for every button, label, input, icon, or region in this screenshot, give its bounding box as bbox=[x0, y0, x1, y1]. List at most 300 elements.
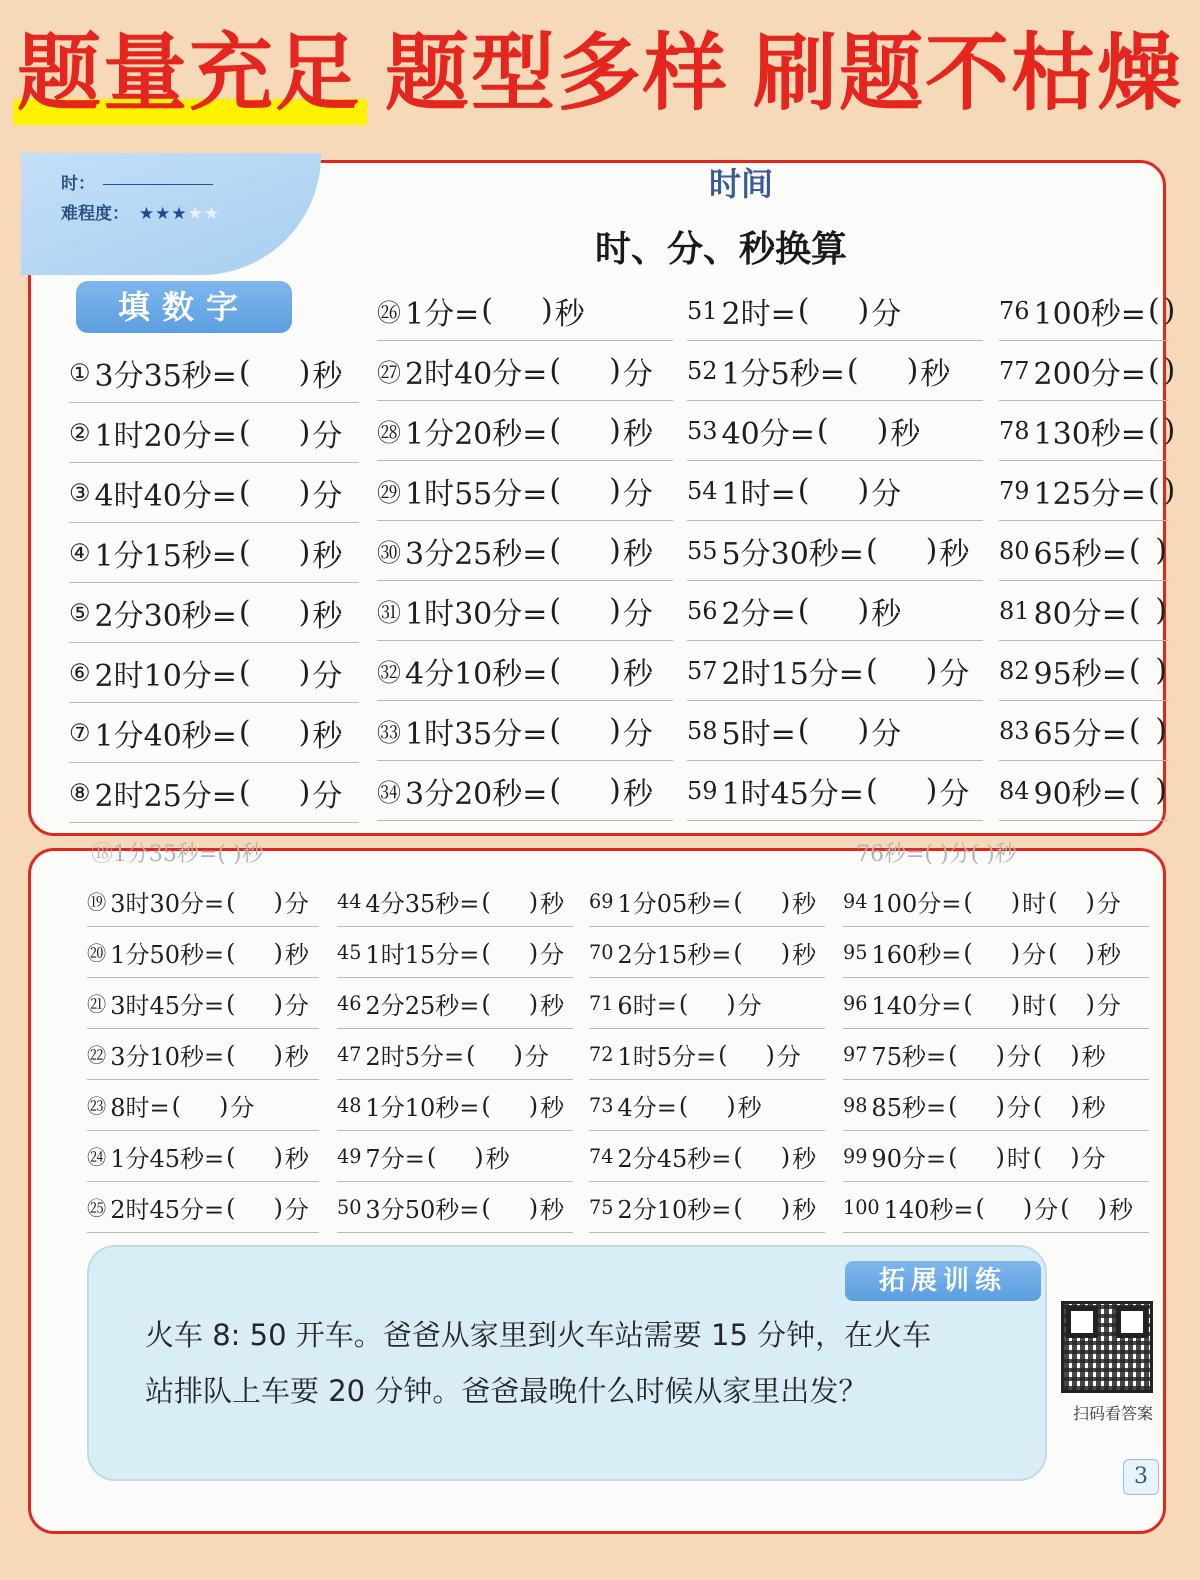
blank-close-paren: ) bbox=[298, 655, 311, 690]
blank-open-paren: ( bbox=[226, 1193, 236, 1222]
problem-unit: 秒 bbox=[540, 1196, 565, 1224]
faded-row bbox=[91, 837, 1131, 867]
problem-expression: 2分15秒= bbox=[617, 941, 732, 969]
star-icon: ★★★ bbox=[138, 204, 188, 224]
problem-number: 83 bbox=[999, 716, 1030, 745]
problem-unit: 分 bbox=[622, 356, 653, 392]
blank-open-paren: ( bbox=[226, 887, 236, 916]
problem-unit: 分 bbox=[312, 658, 343, 694]
problem-item bbox=[377, 701, 673, 761]
problem-number: 73 bbox=[589, 1094, 614, 1117]
problem-unit: 分 bbox=[737, 992, 762, 1020]
blank-close-paren: ) bbox=[1163, 473, 1176, 508]
problem-number: ③ bbox=[69, 478, 91, 507]
blank-close-paren: ) bbox=[780, 887, 791, 916]
problem-expression: 1分5秒= bbox=[721, 356, 845, 392]
problem-unit: 分 bbox=[871, 296, 902, 332]
problem-item bbox=[87, 1081, 319, 1131]
problem-expression: 85秒= bbox=[871, 1094, 947, 1122]
problem-expression: 1分50秒= bbox=[110, 941, 225, 969]
problem-unit: 秒 bbox=[792, 1196, 817, 1224]
blank-open-paren: ( bbox=[238, 475, 251, 510]
problem-number: 48 bbox=[337, 1094, 362, 1117]
problem-number: 71 bbox=[589, 992, 614, 1015]
problem-number: 94 bbox=[843, 890, 868, 913]
blank-open-paren: ( bbox=[226, 938, 236, 967]
problem-unit: 分 bbox=[1034, 1196, 1059, 1224]
blank-open-paren: ( bbox=[975, 1193, 985, 1222]
problem-number: ㉕ bbox=[87, 1197, 107, 1220]
problem-item bbox=[87, 928, 319, 978]
blank-close-paren: ) bbox=[1097, 1193, 1108, 1222]
blank-open-paren: ( bbox=[1128, 593, 1141, 628]
section-badge: 填数字 bbox=[76, 281, 292, 333]
problem-item bbox=[687, 521, 983, 581]
problem-unit: 分 bbox=[871, 476, 902, 512]
headline-phrase-3: 刷题不枯燥 bbox=[753, 24, 1184, 122]
problem-number: 59 bbox=[687, 776, 718, 805]
problem-unit: 分 bbox=[871, 716, 902, 752]
problem-expression: 7分= bbox=[365, 1145, 425, 1173]
problem-item bbox=[337, 979, 573, 1029]
problem-unit-2: 分 bbox=[1096, 992, 1121, 1020]
problem-expression: 3时45分= bbox=[110, 992, 225, 1020]
blank-close-paren: ) bbox=[298, 595, 311, 630]
problem-item bbox=[687, 761, 983, 821]
blank-close-paren: ) bbox=[925, 533, 938, 568]
problem-number: ④ bbox=[69, 538, 91, 567]
problem-expression: 1时20分= bbox=[94, 418, 237, 454]
problem-item bbox=[589, 1183, 825, 1233]
workbook-page-top bbox=[28, 160, 1176, 836]
problem-expression: 1时5分= bbox=[617, 1043, 717, 1071]
problem-item bbox=[69, 343, 359, 403]
problem-number: ㉔ bbox=[87, 1146, 107, 1169]
problem-unit: 分 bbox=[776, 1043, 801, 1071]
blank-open-paren: ( bbox=[733, 938, 743, 967]
problem-unit-2: 分 bbox=[1096, 890, 1121, 918]
problem-item bbox=[843, 1132, 1149, 1182]
problem-number: ㉜ bbox=[377, 659, 401, 687]
star-empty-icon: ★★ bbox=[187, 204, 221, 224]
problem-expression: 2分45秒= bbox=[617, 1145, 732, 1173]
problem-number: 46 bbox=[337, 992, 362, 1015]
problem-item bbox=[87, 1030, 319, 1080]
problem-expression: 2时5分= bbox=[365, 1043, 465, 1071]
extension-box bbox=[87, 1245, 1047, 1481]
lesson-title: 时、分、秒换算 bbox=[594, 228, 847, 270]
problem-item bbox=[843, 979, 1149, 1029]
blank-close-paren: ) bbox=[765, 1040, 775, 1069]
problem-unit: 秒 bbox=[737, 1094, 762, 1122]
problem-item bbox=[687, 401, 983, 461]
blank-close-paren: ) bbox=[925, 773, 938, 808]
blank-open-paren: ( bbox=[865, 773, 878, 808]
problem-item bbox=[69, 583, 359, 643]
blank-close-paren: ) bbox=[925, 653, 938, 688]
problem-number: 44 bbox=[337, 890, 362, 913]
blank-close-paren: ) bbox=[780, 1193, 791, 1222]
problem-number: ㉙ bbox=[377, 479, 401, 507]
problem-item bbox=[999, 281, 1176, 341]
problem-number: 55 bbox=[687, 536, 718, 565]
problem-expression: 140秒= bbox=[883, 1196, 974, 1224]
problem-expression: 1时30分= bbox=[405, 596, 548, 632]
problem-number: 52 bbox=[687, 356, 718, 385]
problem-number: 80 bbox=[999, 536, 1030, 565]
problem-unit: 分 bbox=[1006, 1043, 1031, 1071]
blank-open-paren: ( bbox=[816, 413, 829, 448]
blank-open-paren: ( bbox=[1128, 773, 1141, 808]
blank-open-paren: ( bbox=[549, 473, 562, 508]
problem-item bbox=[69, 463, 359, 523]
problem-item bbox=[589, 1081, 825, 1131]
blank-open-paren: ( bbox=[549, 533, 562, 568]
problem-number: ㉗ bbox=[377, 359, 401, 387]
problem-unit: 分 bbox=[230, 1094, 255, 1122]
blank-close-paren: ) bbox=[298, 475, 311, 510]
problem-unit: 秒 bbox=[554, 296, 585, 332]
problem-number: 84 bbox=[999, 776, 1030, 805]
problem-item bbox=[377, 521, 673, 581]
blank-close-paren: ) bbox=[1155, 653, 1167, 688]
problem-unit: 分 bbox=[939, 776, 970, 812]
blank-open-paren: ( bbox=[963, 938, 973, 967]
problem-unit: 分 bbox=[284, 1196, 309, 1224]
unit-title: 时间 bbox=[708, 165, 773, 203]
problem-number: 75 bbox=[589, 1196, 614, 1219]
blank-open-paren: ( bbox=[797, 293, 810, 328]
blank-open-paren: ( bbox=[1147, 413, 1160, 448]
problem-expression: 3时30分= bbox=[110, 890, 225, 918]
problem-expression: 140分= bbox=[871, 992, 962, 1020]
problem-number: ㉘ bbox=[377, 419, 401, 447]
problem-expression: 4分35秒= bbox=[365, 890, 480, 918]
faded-row-item bbox=[601, 837, 856, 863]
blank-close-paren: ) bbox=[528, 1193, 539, 1222]
problem-expression: 3分10秒= bbox=[110, 1043, 225, 1071]
problem-number: 79 bbox=[999, 476, 1030, 505]
blank-open-paren: ( bbox=[226, 1142, 236, 1171]
problem-expression: 1时45分= bbox=[721, 776, 864, 812]
problem-expression: 1分10秒= bbox=[365, 1094, 480, 1122]
problem-expression: 2时25分= bbox=[94, 778, 237, 814]
problem-unit: 秒 bbox=[622, 776, 653, 812]
blank-close-paren: ) bbox=[273, 989, 283, 1018]
problem-item bbox=[999, 701, 1169, 761]
blank-open-paren: ( bbox=[481, 938, 491, 967]
problem-unit-2: 分 bbox=[1081, 1145, 1106, 1173]
problem-expression: 160秒= bbox=[871, 941, 962, 969]
problem-expression: 4分= bbox=[617, 1094, 677, 1122]
problem-unit-2: 秒 bbox=[1081, 1094, 1106, 1122]
problem-item bbox=[87, 1132, 319, 1182]
problem-number: ㉚ bbox=[377, 539, 401, 567]
blank-close-paren: ) bbox=[906, 353, 919, 388]
problem-item bbox=[69, 763, 359, 823]
blank-open-paren: ( bbox=[1048, 938, 1058, 967]
blank-close-paren: ) bbox=[780, 938, 791, 967]
problem-expression: 1分45秒= bbox=[110, 1145, 225, 1173]
problem-expression: 130秒= bbox=[1033, 416, 1146, 452]
blank-close-paren: ) bbox=[1022, 1193, 1033, 1222]
problem-item bbox=[687, 701, 983, 761]
problem-unit: 分 bbox=[312, 418, 343, 454]
blank-open-paren: ( bbox=[238, 415, 251, 450]
difficulty-stars bbox=[139, 204, 220, 224]
problem-item bbox=[687, 341, 983, 401]
blank-open-paren: ( bbox=[171, 1091, 181, 1120]
blank-close-paren: ) bbox=[1085, 887, 1095, 916]
blank-close-paren: ) bbox=[273, 887, 283, 916]
blank-open-paren: ( bbox=[549, 593, 562, 628]
blank-open-paren: ( bbox=[549, 413, 562, 448]
blank-close-paren: ) bbox=[780, 1142, 791, 1171]
blank-open-paren: ( bbox=[1128, 653, 1141, 688]
blank-open-paren: ( bbox=[1147, 353, 1160, 388]
blank-close-paren: ) bbox=[995, 1040, 1005, 1069]
problem-unit: 秒 bbox=[312, 358, 343, 394]
blank-open-paren: ( bbox=[466, 1040, 476, 1069]
problem-unit: 秒 bbox=[871, 596, 902, 632]
blank-close-paren: ) bbox=[1085, 938, 1095, 967]
problem-unit: 秒 bbox=[920, 356, 951, 392]
problem-number: ⑤ bbox=[69, 598, 91, 627]
problem-item bbox=[337, 1081, 573, 1131]
blank-close-paren: ) bbox=[726, 1091, 736, 1120]
problem-expression: 100秒= bbox=[1033, 296, 1146, 332]
problem-expression: 90分= bbox=[871, 1145, 947, 1173]
blank-open-paren: ( bbox=[481, 1193, 491, 1222]
blank-open-paren: ( bbox=[481, 293, 493, 328]
problem-unit: 秒 bbox=[890, 416, 921, 452]
blank-close-paren: ) bbox=[1155, 773, 1167, 808]
workbook-page-bottom bbox=[28, 842, 1166, 1534]
problem-number: 56 bbox=[687, 596, 718, 625]
headline-phrase-2: 题型多样 bbox=[384, 24, 729, 122]
blank-close-paren: ) bbox=[609, 773, 621, 808]
problem-unit: 时 bbox=[1022, 992, 1047, 1020]
problem-number: 100 bbox=[843, 1196, 880, 1219]
problem-unit: 分 bbox=[540, 941, 565, 969]
blank-close-paren: ) bbox=[1070, 1142, 1080, 1171]
blank-open-paren: ( bbox=[1147, 293, 1160, 328]
blank-open-paren: ( bbox=[426, 1142, 437, 1171]
blank-open-paren: ( bbox=[963, 887, 973, 916]
problem-item bbox=[337, 1030, 573, 1080]
problem-expression: 2时10分= bbox=[94, 658, 237, 694]
problem-item bbox=[377, 761, 673, 821]
problem-item bbox=[999, 581, 1169, 641]
problem-unit: 分 bbox=[622, 476, 653, 512]
problem-item bbox=[589, 877, 825, 927]
problem-unit: 秒 bbox=[312, 598, 343, 634]
blank-open-paren: ( bbox=[226, 1040, 236, 1069]
blank-close-paren: ) bbox=[609, 713, 621, 748]
problem-expression: 1时35分= bbox=[405, 716, 548, 752]
blank-close-paren: ) bbox=[1155, 713, 1167, 748]
problem-number: 78 bbox=[999, 416, 1030, 445]
blank-open-paren: ( bbox=[481, 1091, 491, 1120]
blank-open-paren: ( bbox=[1147, 473, 1160, 508]
problem-item bbox=[687, 581, 983, 641]
blank-open-paren: ( bbox=[865, 653, 878, 688]
problem-item bbox=[687, 641, 983, 701]
problem-number: ㉓ bbox=[87, 1095, 107, 1118]
problem-item bbox=[999, 401, 1176, 461]
blank-close-paren: ) bbox=[298, 535, 311, 570]
blank-close-paren: ) bbox=[857, 473, 870, 508]
faded-row-item bbox=[346, 837, 601, 863]
problem-item bbox=[589, 1132, 825, 1182]
problem-unit: 分 bbox=[1022, 941, 1047, 969]
problem-unit: 秒 bbox=[312, 718, 343, 754]
problem-expression: 1时= bbox=[721, 476, 796, 512]
problem-number: ⑧ bbox=[69, 778, 91, 807]
problem-item bbox=[843, 1030, 1149, 1080]
problem-unit: 时 bbox=[1022, 890, 1047, 918]
blank-open-paren: ( bbox=[549, 353, 562, 388]
problem-expression: 1分= bbox=[405, 296, 480, 332]
blank-close-paren: ) bbox=[1163, 353, 1176, 388]
problem-item bbox=[999, 641, 1169, 701]
problem-unit-2: 秒 bbox=[1109, 1196, 1134, 1224]
problem-item bbox=[687, 461, 983, 521]
blank-open-paren: ( bbox=[797, 473, 810, 508]
blank-close-paren: ) bbox=[609, 413, 621, 448]
problem-number: ⑦ bbox=[69, 718, 91, 747]
blank-open-paren: ( bbox=[846, 353, 859, 388]
problem-expression: 2时= bbox=[721, 296, 796, 332]
problem-number: 95 bbox=[843, 941, 868, 964]
blank-close-paren: ) bbox=[609, 473, 621, 508]
problem-item bbox=[687, 281, 983, 341]
problem-number: ⑲ bbox=[87, 891, 107, 914]
blank-open-paren: ( bbox=[733, 1142, 743, 1171]
problem-unit: 秒 bbox=[312, 538, 343, 574]
time-meta-label: 时： bbox=[61, 174, 95, 194]
problem-item bbox=[589, 928, 825, 978]
problem-number: 47 bbox=[337, 1043, 362, 1066]
problem-item bbox=[377, 281, 673, 341]
problem-unit: 秒 bbox=[622, 416, 653, 452]
problem-expression: 2分= bbox=[721, 596, 796, 632]
problem-unit: 分 bbox=[622, 596, 653, 632]
problem-unit: 时 bbox=[1006, 1145, 1031, 1173]
problem-expression: 3分50秒= bbox=[365, 1196, 480, 1224]
problem-unit: 分 bbox=[622, 716, 653, 752]
problem-expression: 2时40分= bbox=[405, 356, 548, 392]
problem-item bbox=[69, 643, 359, 703]
problem-number: 99 bbox=[843, 1145, 868, 1168]
problem-item bbox=[377, 581, 673, 641]
blank-open-paren: ( bbox=[1032, 1142, 1043, 1171]
blank-close-paren: ) bbox=[298, 775, 311, 810]
blank-close-paren: ) bbox=[857, 713, 870, 748]
blank-close-paren: ) bbox=[298, 415, 311, 450]
problem-expression: 2分10秒= bbox=[617, 1196, 732, 1224]
problem-expression: 3分25秒= bbox=[405, 536, 548, 572]
faded-row-item: 76秒=( )分( )秒 bbox=[856, 842, 1017, 867]
problem-expression: 200分= bbox=[1033, 356, 1146, 392]
blank-close-paren: ) bbox=[528, 989, 539, 1018]
blank-open-paren: ( bbox=[1048, 989, 1058, 1018]
problem-unit: 秒 bbox=[622, 656, 653, 692]
problem-number: 53 bbox=[687, 416, 718, 445]
problem-number: ㉑ bbox=[87, 993, 107, 1016]
blank-open-paren: ( bbox=[238, 715, 251, 750]
blank-close-paren: ) bbox=[298, 715, 311, 750]
problem-item bbox=[999, 761, 1169, 821]
blank-close-paren: ) bbox=[1155, 593, 1167, 628]
blank-open-paren: ( bbox=[1060, 1193, 1070, 1222]
blank-close-paren: ) bbox=[876, 413, 889, 448]
blank-open-paren: ( bbox=[226, 989, 236, 1018]
problem-number: 57 bbox=[687, 656, 718, 685]
blank-open-paren: ( bbox=[865, 533, 878, 568]
blank-open-paren: ( bbox=[797, 713, 810, 748]
problem-item bbox=[69, 703, 359, 763]
headline bbox=[0, 18, 1200, 128]
problem-number: 72 bbox=[589, 1043, 614, 1066]
problem-item bbox=[69, 403, 359, 463]
problem-item bbox=[377, 461, 673, 521]
problem-unit: 分 bbox=[284, 992, 309, 1020]
problem-number: 97 bbox=[843, 1043, 868, 1066]
problem-item bbox=[377, 641, 673, 701]
blank-open-paren: ( bbox=[1048, 887, 1058, 916]
problem-number: 49 bbox=[337, 1145, 362, 1168]
problem-item bbox=[843, 1081, 1149, 1131]
blank-close-paren: ) bbox=[1163, 293, 1176, 328]
problem-number: 58 bbox=[687, 716, 718, 745]
blank-close-paren: ) bbox=[857, 593, 870, 628]
blank-close-paren: ) bbox=[298, 355, 311, 390]
headline-phrase-1: 题量充足 bbox=[16, 24, 361, 122]
blank-open-paren: ( bbox=[238, 355, 251, 390]
blank-open-paren: ( bbox=[678, 989, 689, 1018]
problem-unit-2: 秒 bbox=[1096, 941, 1121, 969]
problem-expression: 1分05秒= bbox=[617, 890, 732, 918]
problem-unit: 分 bbox=[284, 890, 309, 918]
problem-number: 70 bbox=[589, 941, 614, 964]
blank-close-paren: ) bbox=[995, 1091, 1005, 1120]
qr-label: 扫码看答案 bbox=[1072, 1404, 1153, 1423]
blank-open-paren: ( bbox=[718, 1040, 728, 1069]
blank-open-paren: ( bbox=[1128, 533, 1141, 568]
problem-item bbox=[69, 523, 359, 583]
blank-close-paren: ) bbox=[726, 989, 736, 1018]
problem-expression: 3分20秒= bbox=[405, 776, 548, 812]
blank-open-paren: ( bbox=[481, 989, 491, 1018]
problem-unit: 分 bbox=[1006, 1094, 1031, 1122]
blank-close-paren: ) bbox=[528, 1091, 539, 1120]
blank-open-paren: ( bbox=[733, 1193, 743, 1222]
problem-expression: 5分30秒= bbox=[721, 536, 864, 572]
problem-unit: 秒 bbox=[622, 536, 653, 572]
problem-number: 69 bbox=[589, 890, 614, 913]
problem-number: 82 bbox=[999, 656, 1030, 685]
problem-item bbox=[999, 341, 1176, 401]
problem-number: 45 bbox=[337, 941, 362, 964]
problem-unit: 秒 bbox=[792, 941, 817, 969]
blank-close-paren: ) bbox=[528, 938, 539, 967]
problem-expression: 125分= bbox=[1033, 476, 1146, 512]
blank-close-paren: ) bbox=[513, 1040, 523, 1069]
blank-open-paren: ( bbox=[733, 887, 743, 916]
qr-code-icon[interactable] bbox=[1061, 1301, 1153, 1393]
problem-item bbox=[87, 877, 319, 927]
